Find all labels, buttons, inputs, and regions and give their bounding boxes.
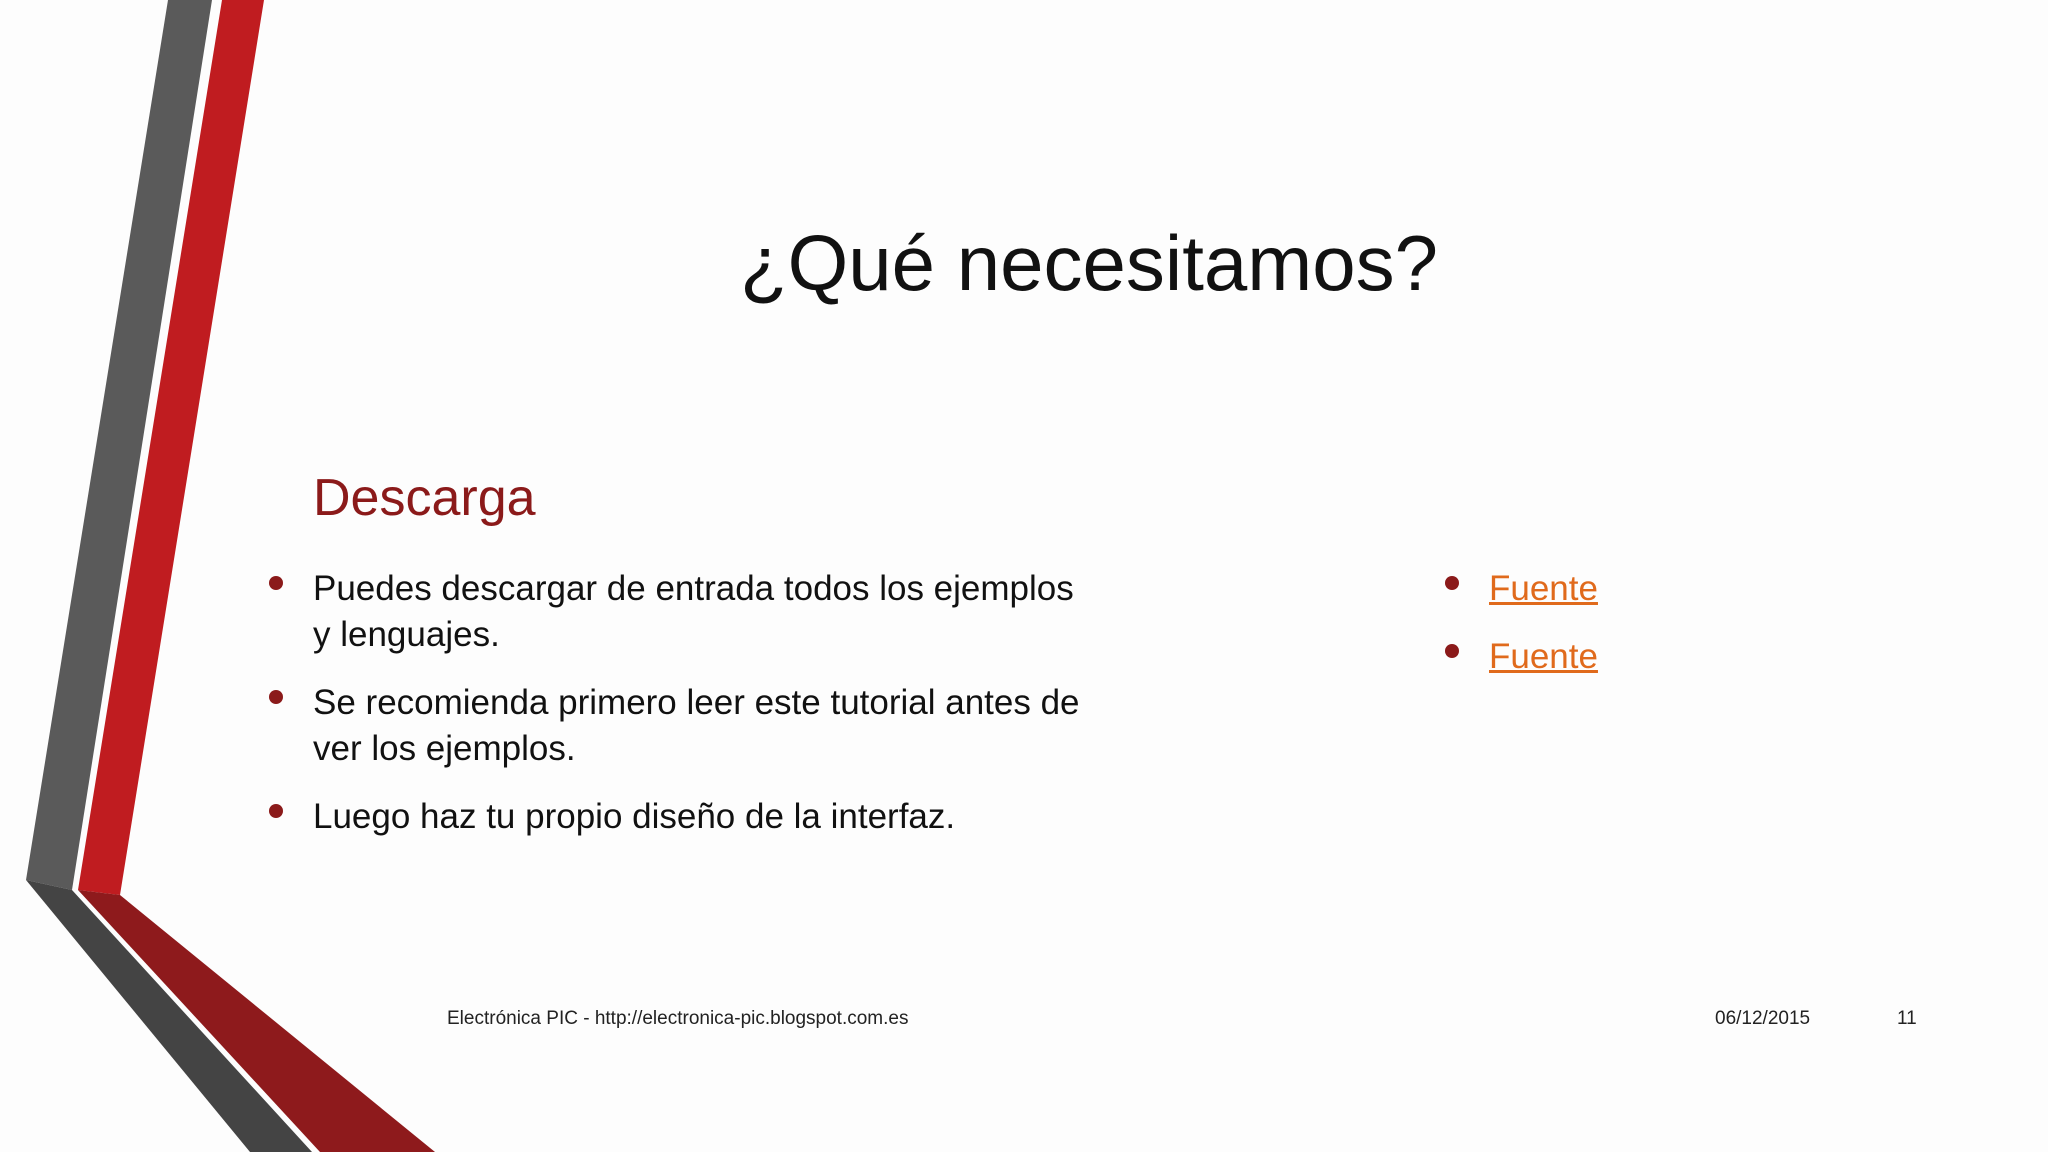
list-item: [313, 794, 1093, 840]
bullet-icon: [1445, 644, 1459, 658]
list-item: [313, 680, 1093, 772]
gray-diagonal: [26, 880, 312, 1152]
bullet-text: Luego haz tu propio diseño de la interfaz.: [313, 797, 956, 836]
list-item: [313, 566, 1093, 658]
section-heading: Descarga: [313, 469, 536, 527]
link-list: [1489, 566, 1598, 702]
footer-date: 06/12/2015: [1715, 1008, 1811, 1029]
source-link[interactable]: Fuente: [1489, 637, 1598, 676]
list-item: [1489, 634, 1598, 680]
bullet-icon: [1445, 576, 1459, 590]
source-link[interactable]: Fuente: [1489, 569, 1598, 608]
bullet-list: [313, 566, 1093, 862]
page-number: 11: [1897, 1008, 1917, 1029]
bullet-icon: [269, 690, 283, 704]
slide-title: ¿Qué necesitamos?: [739, 219, 1438, 307]
bullet-icon: [269, 804, 283, 818]
list-item: [1489, 566, 1598, 612]
bullet-icon: [269, 576, 283, 590]
footer-text: Electrónica PIC - http://electronica-pic.blogspot.com.es: [447, 1008, 909, 1029]
bullet-text: Puedes descargar de entrada todos los ejemplos y lenguajes.: [313, 569, 1074, 654]
bullet-text: Se recomienda primero leer este tutorial antes de ver los ejemplos.: [313, 683, 1080, 768]
